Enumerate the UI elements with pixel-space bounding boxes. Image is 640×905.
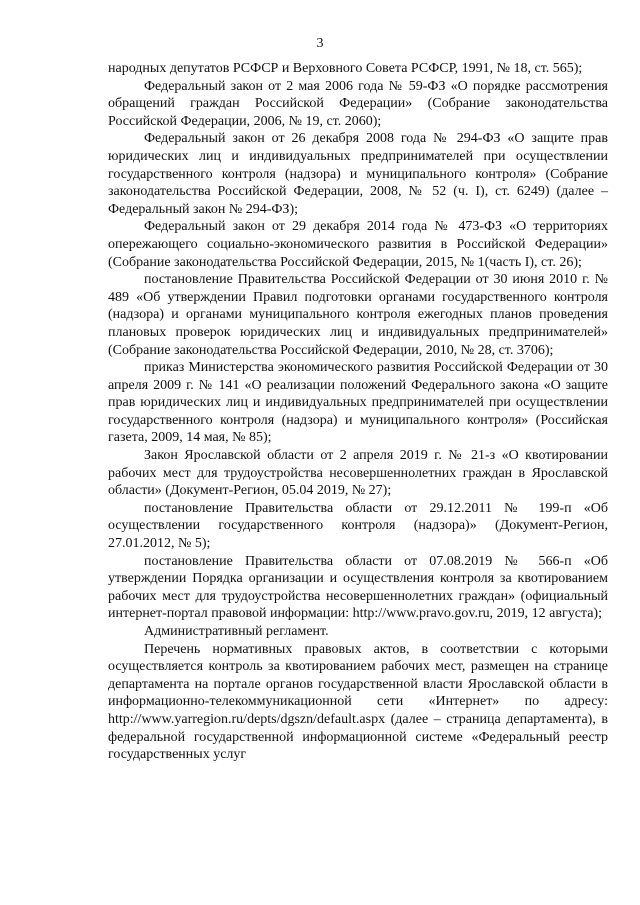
paragraph-4: Федеральный закон от 29 декабря 2014 года № 473-ФЗ «О территориях опережающего социально-экономического развития в Российской Федерации» (Собрание законодательства Российской Федерации, 2015, № 1(часть I), ст. 26); <box>108 219 608 270</box>
paragraph-8: постановление Правительства области от 29.12.2011 № 199-п «Об осуществлении государственного контроля (надзора)» (Документ-Регион, 27.01.2012, № 5); <box>108 500 608 552</box>
paragraph-10: Административный регламент. <box>144 624 329 639</box>
document-body <box>108 60 608 764</box>
paragraph-6: приказ Министерства экономического развития Российской Федерации от 30 апреля 2009 г. № 141 «О реализации положений Федерального закона «О защите прав юридических лиц и индивидуальных предпринимателей при осуществлении государственного контроля (надзора) и муниципального контроля» (Российская газета, 2009, 14 мая, № 85); <box>108 360 608 446</box>
paragraph-5: постановление Правительства Российской Федерации от 30 июня 2010 г. № 489 «Об утверждении Правил подготовки органами государственного контроля (надзора) и органами муниципального контроля ежегодных планов проведения плановых проверок юридических лиц и индивидуальных предпринимателей» (Собрание законодательства Российской Федерации, 2010, № 28, ст. 3706); <box>108 272 608 358</box>
page-number: 3 <box>316 36 324 51</box>
paragraph-7: Закон Ярославской области от 2 апреля 2019 г. № 21-з «О квотировании рабочих мест для трудоустройства несовершеннолетних граждан в Ярославской области» (Документ-Регион, 05.04 2019, № 27); <box>108 448 608 499</box>
paragraph-9: постановление Правительства области от 07.08.2019 № 566-п «Об утверждении Порядка организации и осуществления контроля за квотированием рабочих мест для трудоустройства несовершеннолетних граждан» (официальный интернет-портал правовой информации: http://www.pravo.gov.ru, 2019, 12 августа); <box>108 553 608 622</box>
paragraph-3: Федеральный закон от 26 декабря 2008 года № 294-ФЗ «О защите прав юридических лиц и индивидуальных предпринимателей при осуществлении государственного контроля (надзора) и муниципального контроля» (Собрание законодательства Российской Федерации, 2008, № 52 (ч. I), ст. 6249) (далее – Федеральный закон № 294-ФЗ); <box>108 131 608 217</box>
paragraph-1: народных депутатов РСФСР и Верховного Совета РСФСР, 1991, № 18, ст. 565); <box>108 61 583 76</box>
paragraph-2: Федеральный закон от 2 мая 2006 года № 59-ФЗ «О порядке рассмотрения обращений граждан Российской Федерации» (Собрание законодательства Российской Федерации, 2006, № 19, ст. 2060); <box>108 78 608 129</box>
paragraph-11: Перечень нормативных правовых актов, в соответствии с которыми осуществляется контроль за квотированием рабочих мест, размещен на странице департамента на портале органов государственной власти Ярославской области в информационно-телекоммуникационной сети «Интернет» по адресу: http://www.yarregion.ru/depts/dgszn/default.aspx (далее – страница департамента), в федеральной государственной информационной системе «Федеральный реестр государственных услуг <box>108 641 608 763</box>
